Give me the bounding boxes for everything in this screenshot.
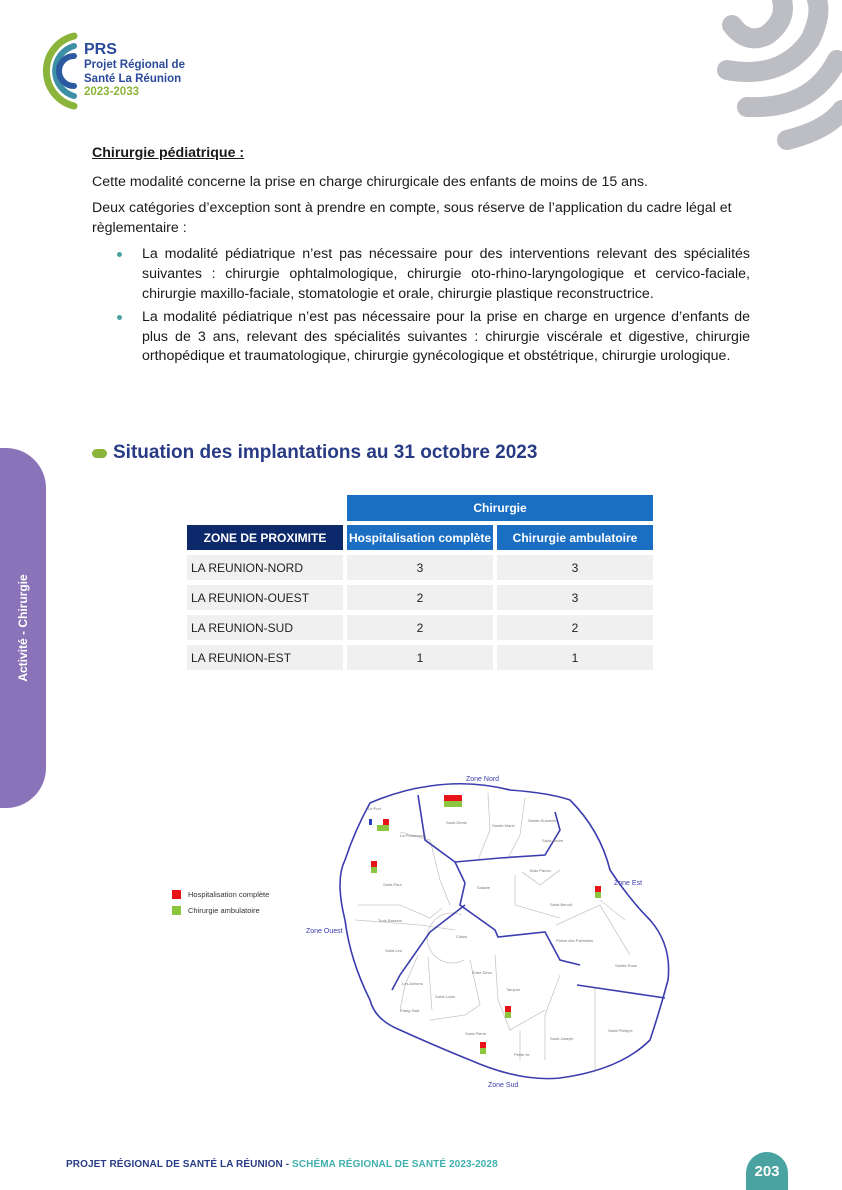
svg-text:Sainte-Rose: Sainte-Rose <box>615 963 638 968</box>
heading-pill-icon <box>92 449 107 458</box>
table-row: LA REUNION-NORD 3 3 <box>187 555 653 580</box>
svg-text:Plaine des Palmistes: Plaine des Palmistes <box>556 938 594 943</box>
svg-text:Zone Est: Zone Est <box>614 880 643 887</box>
logo-years: 2023-2033 <box>84 86 139 98</box>
chapter-side-tab <box>0 448 46 808</box>
list-item: La modalité pédiatrique n’est pas nécessaire pour des interventions relevant des spécialités suivantes : chirurgie ophtalmologique, chirurgie oto-rhino-laryngologique et cervico-faciale, chirurgie maxillo-faciale, stomatologie et orale, chirurgie plastique reconstructrice. <box>92 245 750 304</box>
page-footer <box>66 1159 498 1170</box>
paragraph-2: Deux catégories d’exception sont à prendre en compte, sous réserve de l’application du cadre légal et règlementaire : <box>92 200 732 236</box>
table-group-header: Chirurgie <box>347 495 653 521</box>
svg-text:Saint-Philippe: Saint-Philippe <box>608 1028 633 1033</box>
svg-text:Cilaos: Cilaos <box>456 934 468 939</box>
section-chirurgie-pediatrique <box>92 144 750 371</box>
svg-text:Saint-Pierre: Saint-Pierre <box>465 1031 487 1036</box>
svg-text:Le Port: Le Port <box>368 806 381 811</box>
column-header: Hospitalisation complète <box>347 525 493 550</box>
svg-text:Zone Ouest: Zone Ouest <box>306 928 343 935</box>
svg-text:Petite Ile: Petite Ile <box>514 1052 530 1057</box>
svg-text:Saint-Leu: Saint-Leu <box>385 948 403 953</box>
svg-text:Sainte-Marie: Sainte-Marie <box>492 823 515 828</box>
logo-line-2: Santé La Réunion <box>84 72 182 85</box>
logo-acronym: PRS <box>84 41 117 58</box>
zone-labels <box>306 776 642 1089</box>
exception-list <box>92 245 750 367</box>
svg-text:Saint-André: Saint-André <box>542 838 564 843</box>
svg-text:Saint-Louis: Saint-Louis <box>435 994 456 999</box>
svg-text:Zone Nord: Zone Nord <box>466 776 500 783</box>
footer-document-title: PROJET RÉGIONAL DE SANTÉ LA RÉUNION - <box>66 1159 293 1170</box>
svg-text:La Possession: La Possession <box>400 833 427 838</box>
implantations-table <box>187 495 653 670</box>
paragraph-1: Cette modalité concerne la prise en charge chirurgicale des enfants de moins de 15 ans. <box>92 173 649 190</box>
svg-text:Entre Deux: Entre Deux <box>472 970 493 975</box>
svg-text:Zone Sud: Zone Sud <box>488 1082 519 1089</box>
legend-item: Hospitalisation complète <box>172 890 269 899</box>
bullet-icon <box>117 252 122 257</box>
table-row: LA REUNION-EST 1 1 <box>187 645 653 670</box>
chapter-label: Activité - Chirurgie <box>16 574 30 682</box>
section-title: Chirurgie pédiatrique : <box>92 145 245 161</box>
bullet-icon <box>117 315 122 320</box>
svg-text:Trois Bassins: Trois Bassins <box>378 918 402 923</box>
table-row: LA REUNION-SUD 2 2 <box>187 615 653 640</box>
decorative-arcs-icon <box>692 0 842 160</box>
svg-text:Bras Panon: Bras Panon <box>530 868 551 873</box>
list-item: La modalité pédiatrique n’est pas nécessaire pour la prise en charge en urgence d’enfants de plus de 3 ans, relevant des spécialités suivantes : chirurgie viscérale et digestive, chirurgie orthopédique et traumatologique, chirurgie gynécologique et obstétrique, chirurgie urologique. <box>92 308 750 367</box>
logo-line-1: Projet Régional de <box>84 59 185 71</box>
commune-labels <box>368 806 638 1057</box>
svg-text:Saint-Paul: Saint-Paul <box>383 882 402 887</box>
svg-text:Saint-Denis: Saint-Denis <box>446 820 467 825</box>
column-header: ZONE DE PROXIMITE <box>187 525 343 550</box>
page-number: 203 <box>746 1152 788 1190</box>
legend-item: Chirurgie ambulatoire <box>172 906 269 915</box>
table-header-row <box>187 525 653 550</box>
svg-text:Saint-Benoît: Saint-Benoît <box>550 902 573 907</box>
svg-text:Les Avirons: Les Avirons <box>402 981 423 986</box>
svg-text:Etang Salé: Etang Salé <box>400 1008 420 1013</box>
prs-logo <box>24 30 224 110</box>
svg-text:Saint-Joseph: Saint-Joseph <box>550 1036 574 1041</box>
svg-text:Salazie: Salazie <box>477 885 491 890</box>
prs-arcs-icon <box>24 30 84 110</box>
svg-text:Tampon: Tampon <box>506 987 521 992</box>
footer-schema-title: SCHÉMA RÉGIONAL DE SANTÉ 2023-2028 <box>292 1159 498 1170</box>
reunion-map <box>160 770 680 1100</box>
svg-text:Sainte-Suzanne: Sainte-Suzanne <box>528 818 557 823</box>
table-row: LA REUNION-OUEST 2 3 <box>187 585 653 610</box>
column-header: Chirurgie ambulatoire <box>497 525 653 550</box>
situation-heading: Situation des implantations au 31 octobre 2023 <box>92 442 537 464</box>
